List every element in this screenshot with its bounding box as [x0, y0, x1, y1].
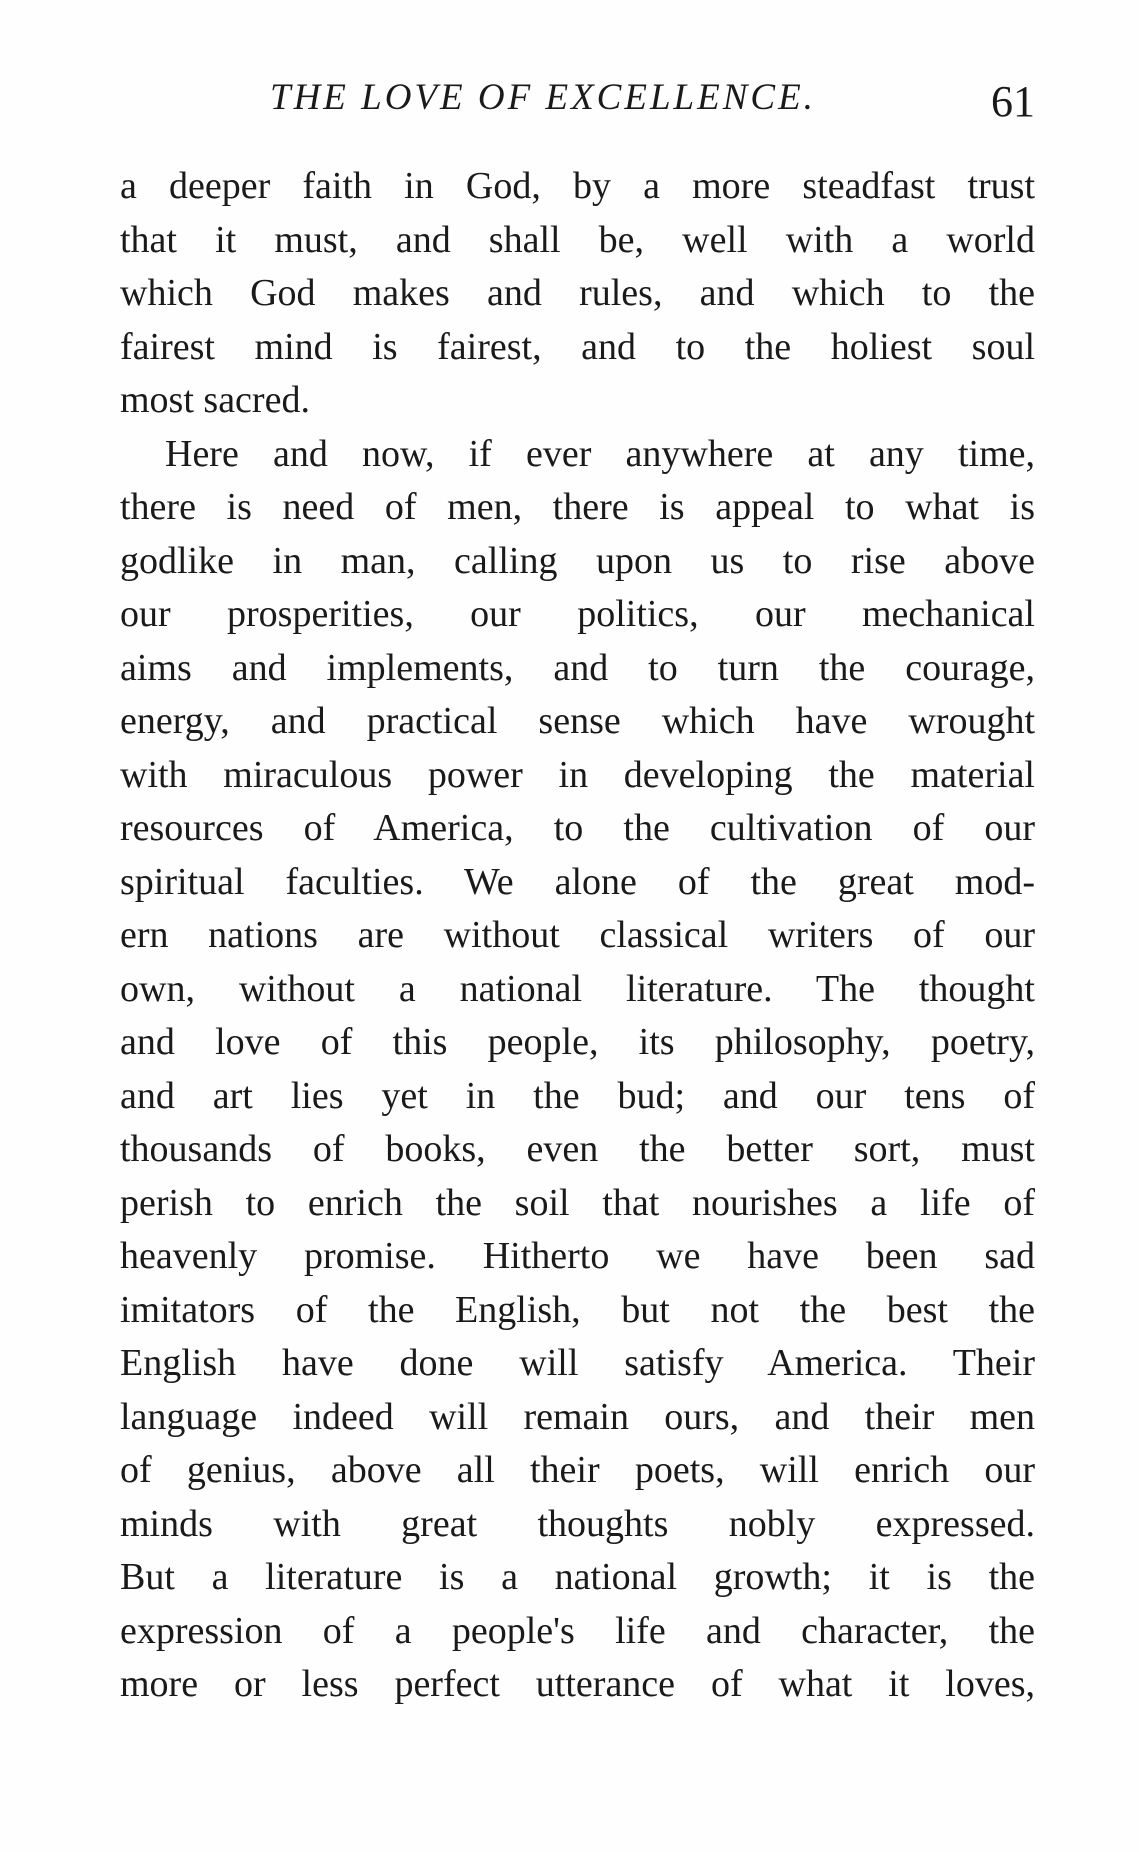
text-line: our prosperities, our politics, our mechanical: [120, 593, 1035, 635]
text-line: thousands of books, even the better sort, must: [120, 1128, 1035, 1170]
body-text: [120, 160, 1035, 1712]
text-line: own, without a national literature. The thought: [120, 967, 1035, 1010]
text-line: more or less perfect utterance of what it loves,: [120, 1663, 1035, 1705]
text-line: perish to enrich the soil that nourishes a life of: [120, 1181, 1035, 1224]
text-line: there is need of men, there is appeal to what is: [120, 486, 1035, 528]
text-line: with miraculous power in developing the material: [120, 753, 1035, 796]
text-line: resources of America, to the cultivation of our: [120, 807, 1035, 849]
text-line: But a literature is a national growth; it is the: [120, 1556, 1035, 1598]
page-number: 61: [991, 77, 1035, 126]
running-head: [120, 76, 1035, 136]
text-line: fairest mind is fairest, and to the holiest soul: [120, 325, 1035, 368]
text-line: that it must, and shall be, well with a world: [120, 218, 1035, 261]
text-line: godlike in man, calling upon us to rise above: [120, 539, 1035, 582]
text-line: and love of this people, its philosophy, poetry,: [120, 1021, 1035, 1063]
text-line: which God makes and rules, and which to the: [120, 272, 1035, 314]
text-line: language indeed will remain ours, and their men: [120, 1395, 1035, 1438]
text-line: spiritual faculties. We alone of the great mod-: [120, 860, 1035, 903]
text-line: imitators of the English, but not the best the: [120, 1288, 1035, 1331]
text-line: energy, and practical sense which have wrought: [120, 700, 1035, 742]
text-line: most sacred.: [120, 379, 310, 421]
text-line: and art lies yet in the bud; and our tens of: [120, 1074, 1035, 1117]
running-title: THE LOVE OF EXCELLENCE.: [270, 77, 816, 118]
text-line: ern nations are without classical writers of our: [120, 914, 1035, 956]
text-line: of genius, above all their poets, will enrich our: [120, 1449, 1035, 1491]
text-line: expression of a people's life and character, the: [120, 1609, 1035, 1652]
text-line: minds with great thoughts nobly expressed.: [120, 1502, 1035, 1545]
text-line: English have done will satisfy America. Their: [120, 1342, 1035, 1384]
text-line: heavenly promise. Hitherto we have been sad: [120, 1235, 1035, 1277]
text-line: Here and now, if ever anywhere at any time,: [165, 432, 1035, 475]
text-line: a deeper faith in God, by a more steadfast trust: [120, 165, 1035, 207]
text-line: aims and implements, and to turn the courage,: [120, 646, 1035, 689]
